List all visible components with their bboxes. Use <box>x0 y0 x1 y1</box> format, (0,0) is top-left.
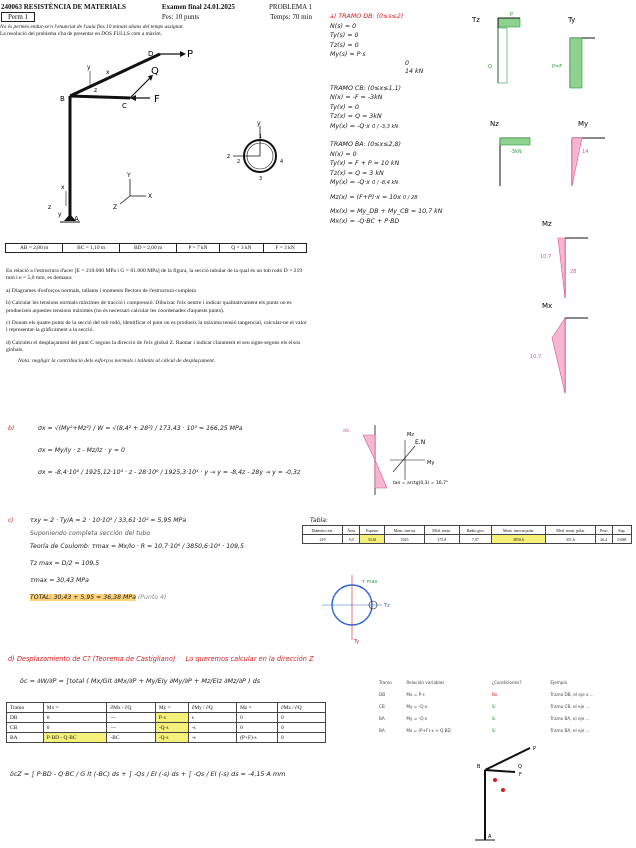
svg-text:B: B <box>477 764 481 770</box>
svg-text:x: x <box>61 184 65 191</box>
force-diagrams <box>470 8 635 398</box>
question-b: b) Calcular les tensions normals màximes de tracció i compressió. Dibuixar l'eix neutre i indicar qualitativament els punts on es produeixen aquestes tensions màximes (no és necessari calcular les coordenades d'aquests punts). <box>6 300 292 314</box>
tube-table-cell: 175,8 <box>424 535 459 544</box>
svg-text:X: X <box>148 193 153 200</box>
svg-text:Q: Q <box>518 764 522 770</box>
tube-table-cell: 219 <box>303 535 343 544</box>
geometry-table: AB = 2,80 m BC = 1,10 m BD = 2,00 m P = 7 kN Q = 3 kN F = 3 kN <box>5 243 307 253</box>
svg-text:14: 14 <box>582 149 589 155</box>
question-d: d) Calculeu el desplaçament del punt C segons la direcció de l'eix global Z. Raonar i indicar clarament el seu signe segons els eixos globals. <box>6 339 301 354</box>
svg-text:z: z <box>94 87 98 94</box>
tube-table-header-cell: Área <box>343 526 360 535</box>
svg-text:P=F: P=F <box>552 64 563 70</box>
neutral-axis-sketch <box>335 420 465 500</box>
tube-table-header-cell: Diámetro ext. <box>303 526 343 535</box>
time: Temps: 70 min <box>270 13 312 21</box>
tube-table-cell: 3850,6 <box>491 535 545 544</box>
list-item: DB Mx = P·s No Tramo DB, el eje x ... <box>379 692 594 697</box>
list-item: BA My = -Q·x Sí Tramo BA, el eje ... <box>379 716 590 721</box>
svg-text:F: F <box>519 772 522 778</box>
statement-note: Nota: negligir la contribució dels esforços normals i tallants al càlcul de desplaçament. <box>18 357 216 364</box>
svg-text:Nz: Nz <box>490 120 499 128</box>
point-a-label: A <box>74 215 79 223</box>
svg-text:σx: σx <box>343 428 350 434</box>
moments-table: Tramo Mx = ∂Mx / ∂Q My = ∂My / ∂Q Mz = ∂Mz / ∂Q DB 0 — P·s s 0 0 CB 0 — -Q·s -s 0 0 BA P·BD - Q·BC -BC -Q·s -s (P+F)·s 0 <box>6 702 326 743</box>
note-line-2: La resolució del problema s'ha de presentar en DOS FULLS com a màxim. <box>0 31 162 37</box>
solution-a-equations: a) TRAMO DB: (0≤s≤2) N(s) = 0 Ty(s) = 0 Tz(s) = 0 My(s) = P·s 0 14 kN TRAMO CB: (0≤x≤1,1) N(x) = -F = -3kN Ty(x) = 0 Tz(x) = Q = 3kN My(x) = -Q·x 0 / -3,3 kN TRAMO BA: (0≤x≤2,8) N(x) = 0 Ty(x) = F + P = 10 kN Tz(x) = Q = 3 kN My(x) = -Q·x 0 / -8,4 kN Mz(x) = (F+P)·x = 10x 0 / 28 Mx(x) = My_DB + My_CB = 10,7 kN Mx(x) = -Q·BC + P·BD <box>330 12 475 226</box>
tube-table-cell: 5,0 <box>343 535 360 544</box>
svg-text:E.N: E.N <box>415 439 426 446</box>
tube-table-cell: 0,688 <box>612 535 631 544</box>
tube-table-header-cell: Mód. resist. polar <box>545 526 595 535</box>
tube-properties-table <box>302 525 632 544</box>
final-displacement: δcZ = ∫ P·BD - Q·BC / G It (-BC) ds + ∫ -Qs / EI (-s) ds + ∫ -Qs / EI (-s) ds = -4,15·A mm <box>10 770 286 778</box>
perm-box: Perm 1 <box>1 12 35 22</box>
castigliano-equation: δc = ∂W/∂P = ∫total ( Mx/GIt ∂Mx/∂P + My/EIy ∂My/∂P + Mz/EIz ∂Mz/∂P ) ds <box>20 677 261 685</box>
solution-d-title: d) Desplazamiento de C? (Teorema de Castigliano) Lo queremos calcular en la dirección Z <box>8 655 314 663</box>
svg-text:1: 1 <box>259 134 263 140</box>
course-code: 240063 RESISTÈNCIA DE MATERIALS <box>1 3 126 11</box>
load-p-label: P <box>187 49 194 60</box>
svg-text:10,7: 10,7 <box>530 354 542 360</box>
part-c-tag: c) <box>8 517 14 524</box>
svg-text:Ty: Ty <box>568 16 576 24</box>
svg-text:x: x <box>106 69 110 76</box>
svg-text:Tz: Tz <box>472 16 480 24</box>
list-item: CB My = -Q·x Sí Tramo CB, el eje ... <box>379 704 590 709</box>
svg-text:Mz: Mz <box>542 220 552 228</box>
tube-table-cell: 26,4 <box>595 535 612 544</box>
svg-text:tan = arctg(0,3) = 16,7°: tan = arctg(0,3) = 16,7° <box>393 481 449 486</box>
tube-table-header-cell: Peso <box>595 526 612 535</box>
svg-text:Tz: Tz <box>384 603 390 609</box>
point-c-label: C <box>122 102 127 110</box>
list-item: BA Mz = (P+F)·x + Q·BD Sí Tramo BA, el eje ... <box>379 728 590 733</box>
svg-text:10,7: 10,7 <box>540 254 552 260</box>
statement-intro: En relació a l'estructura d'acer [E = 210.000 MPa i G = 81.000 MPa] de la figura, la secció tubular de la qual és un tub rodó D = 219 mm i e = 5,0 mm, es demana: <box>6 268 303 282</box>
svg-text:Mz: Mz <box>407 432 414 438</box>
svg-text:Ty: Ty <box>354 639 360 645</box>
svg-text:y: y <box>58 211 62 218</box>
svg-text:Z: Z <box>113 204 118 211</box>
svg-text:Q: Q <box>488 64 492 70</box>
variables-list: Tramo Relación variables ¿Condiciones? Ejemplo DB Mx = P·s No Tramo DB, el eje x ... CB My = -Q·x Sí Tramo CB, el eje ... BA My = -Q·x Sí Tramo BA, el eje ... BA Mz = (P+F)·x + Q·BD Sí Tramo BA, el eje ... <box>378 677 633 737</box>
member-bd <box>70 54 160 96</box>
point-d-label: D <box>148 50 154 58</box>
tube-table-header-cell: Radio giro <box>459 526 491 535</box>
solution-c: c) τxy = 2 · Ty/A = 2 · 10·10³ / 33,61·10² = 5,95 MPa Suponiendo completa sección del tubo Teoría de Coulomb: τmax = Mx/Io · R = 10,7·10⁶ / 3850,6·10⁴ · 109,5 Tz max = D/2 = 109,5 τmax = 30,43 MPa TOTAL: 30,43 + 5,95 = 36,38 MPa (Punto 4) <box>8 512 298 606</box>
tube-section-figure <box>225 118 295 193</box>
problem-statement <box>6 268 308 365</box>
exam-title: Examen final 24.01.2025 <box>161 3 235 11</box>
structure-figure <box>30 46 220 226</box>
svg-text:z: z <box>227 153 231 160</box>
svg-text:My: My <box>578 120 589 128</box>
table-row: CB 0 — -Q·s -s 0 0 <box>7 723 326 733</box>
point-b-label: B <box>60 95 65 103</box>
svg-text:-3kN: -3kN <box>510 149 522 155</box>
load-q-label: Q <box>151 66 159 77</box>
tube-table-header-cell: Mom. inercia <box>385 526 424 535</box>
exam-header <box>0 2 315 38</box>
svg-text:Y: Y <box>127 172 131 179</box>
svg-text:Mx: Mx <box>542 302 553 310</box>
svg-text:z: z <box>48 204 52 211</box>
svg-text:τ max: τ max <box>362 579 378 585</box>
tramo-ba-title: TRAMO BA: (0≤x≤2,8) <box>330 141 401 148</box>
tube-table-cell: 33,61 <box>360 535 385 544</box>
table-row: DB 0 — P·s s 0 0 <box>7 713 326 723</box>
member-bc <box>70 96 130 98</box>
svg-text:y: y <box>87 64 91 71</box>
structure-sketch-small <box>455 740 545 845</box>
tramo-cb-title: TRAMO CB: (0≤x≤1,1) <box>330 84 401 92</box>
tube-table-header-cell: Mom. inercia polar <box>491 526 545 535</box>
svg-text:2: 2 <box>237 159 241 165</box>
load-f-label: F <box>154 94 160 105</box>
note-line-1: No és permès endur-se'n l'enunciat de l'aula fins 10 minuts abans del temps assignat. <box>0 24 184 30</box>
solution-b: b) σx = √(My²+Mz²) / W = √(8,4² + 28²) / 173,43 · 10³ = 166,25 MPa σx = My/Iy · z - Mz/Iz · y = 0 σx = -8,4·10⁶ / 1925,12·10⁴ · z - 28·10⁶ / 1925,3·10⁴ · y → y = -8,4z - 28y → y = -0,3z <box>8 418 328 484</box>
tube-table-cell: 7,57 <box>459 535 491 544</box>
svg-text:P: P <box>510 12 514 18</box>
points: Pes: 10 punts <box>161 13 200 21</box>
svg-text:3: 3 <box>259 176 263 182</box>
table-row: BA P·BD - Q·BC -BC -Q·s -s (P+F)·s 0 <box>7 733 326 743</box>
tube-table-header-cell: Mód. resist. <box>424 526 459 535</box>
total-shear: TOTAL: 30,43 + 5,95 = 36,38 MPa <box>30 594 136 601</box>
svg-text:A: A <box>488 834 492 840</box>
tube-table-header-cell: Espesor <box>360 526 385 535</box>
svg-text:y: y <box>257 120 261 127</box>
svg-text:My: My <box>427 460 435 466</box>
tube-table-cell: 1925 <box>385 535 424 544</box>
svg-text:4: 4 <box>280 159 284 165</box>
problem-number: PROBLEMA 1 <box>269 3 312 11</box>
direction-note: Lo queremos calcular en la dirección Z <box>185 655 314 663</box>
question-a: a) Diagrames d'esforços normals, tallants i moments flectors de l'estructura completa <box>6 287 196 294</box>
tramo-db-title: a) TRAMO DB: (0≤s≤2) <box>330 13 404 20</box>
svg-text:28: 28 <box>570 269 577 275</box>
tube-table-label: Tabla: <box>310 517 328 524</box>
shear-stress-sketch <box>312 565 392 645</box>
svg-text:P: P <box>533 746 537 752</box>
tube-table-header-cell: Sup. <box>612 526 631 535</box>
tube-table-cell: 351,6 <box>545 535 595 544</box>
question-c: c) Donats els quatre punts de la secció del tub rodó, identificar el punt on es produeix la màxima tensió tangencial, calcular-ne el valor i representar-la gràficament a la secció. <box>6 320 307 334</box>
part-b-tag: b) <box>8 425 15 432</box>
